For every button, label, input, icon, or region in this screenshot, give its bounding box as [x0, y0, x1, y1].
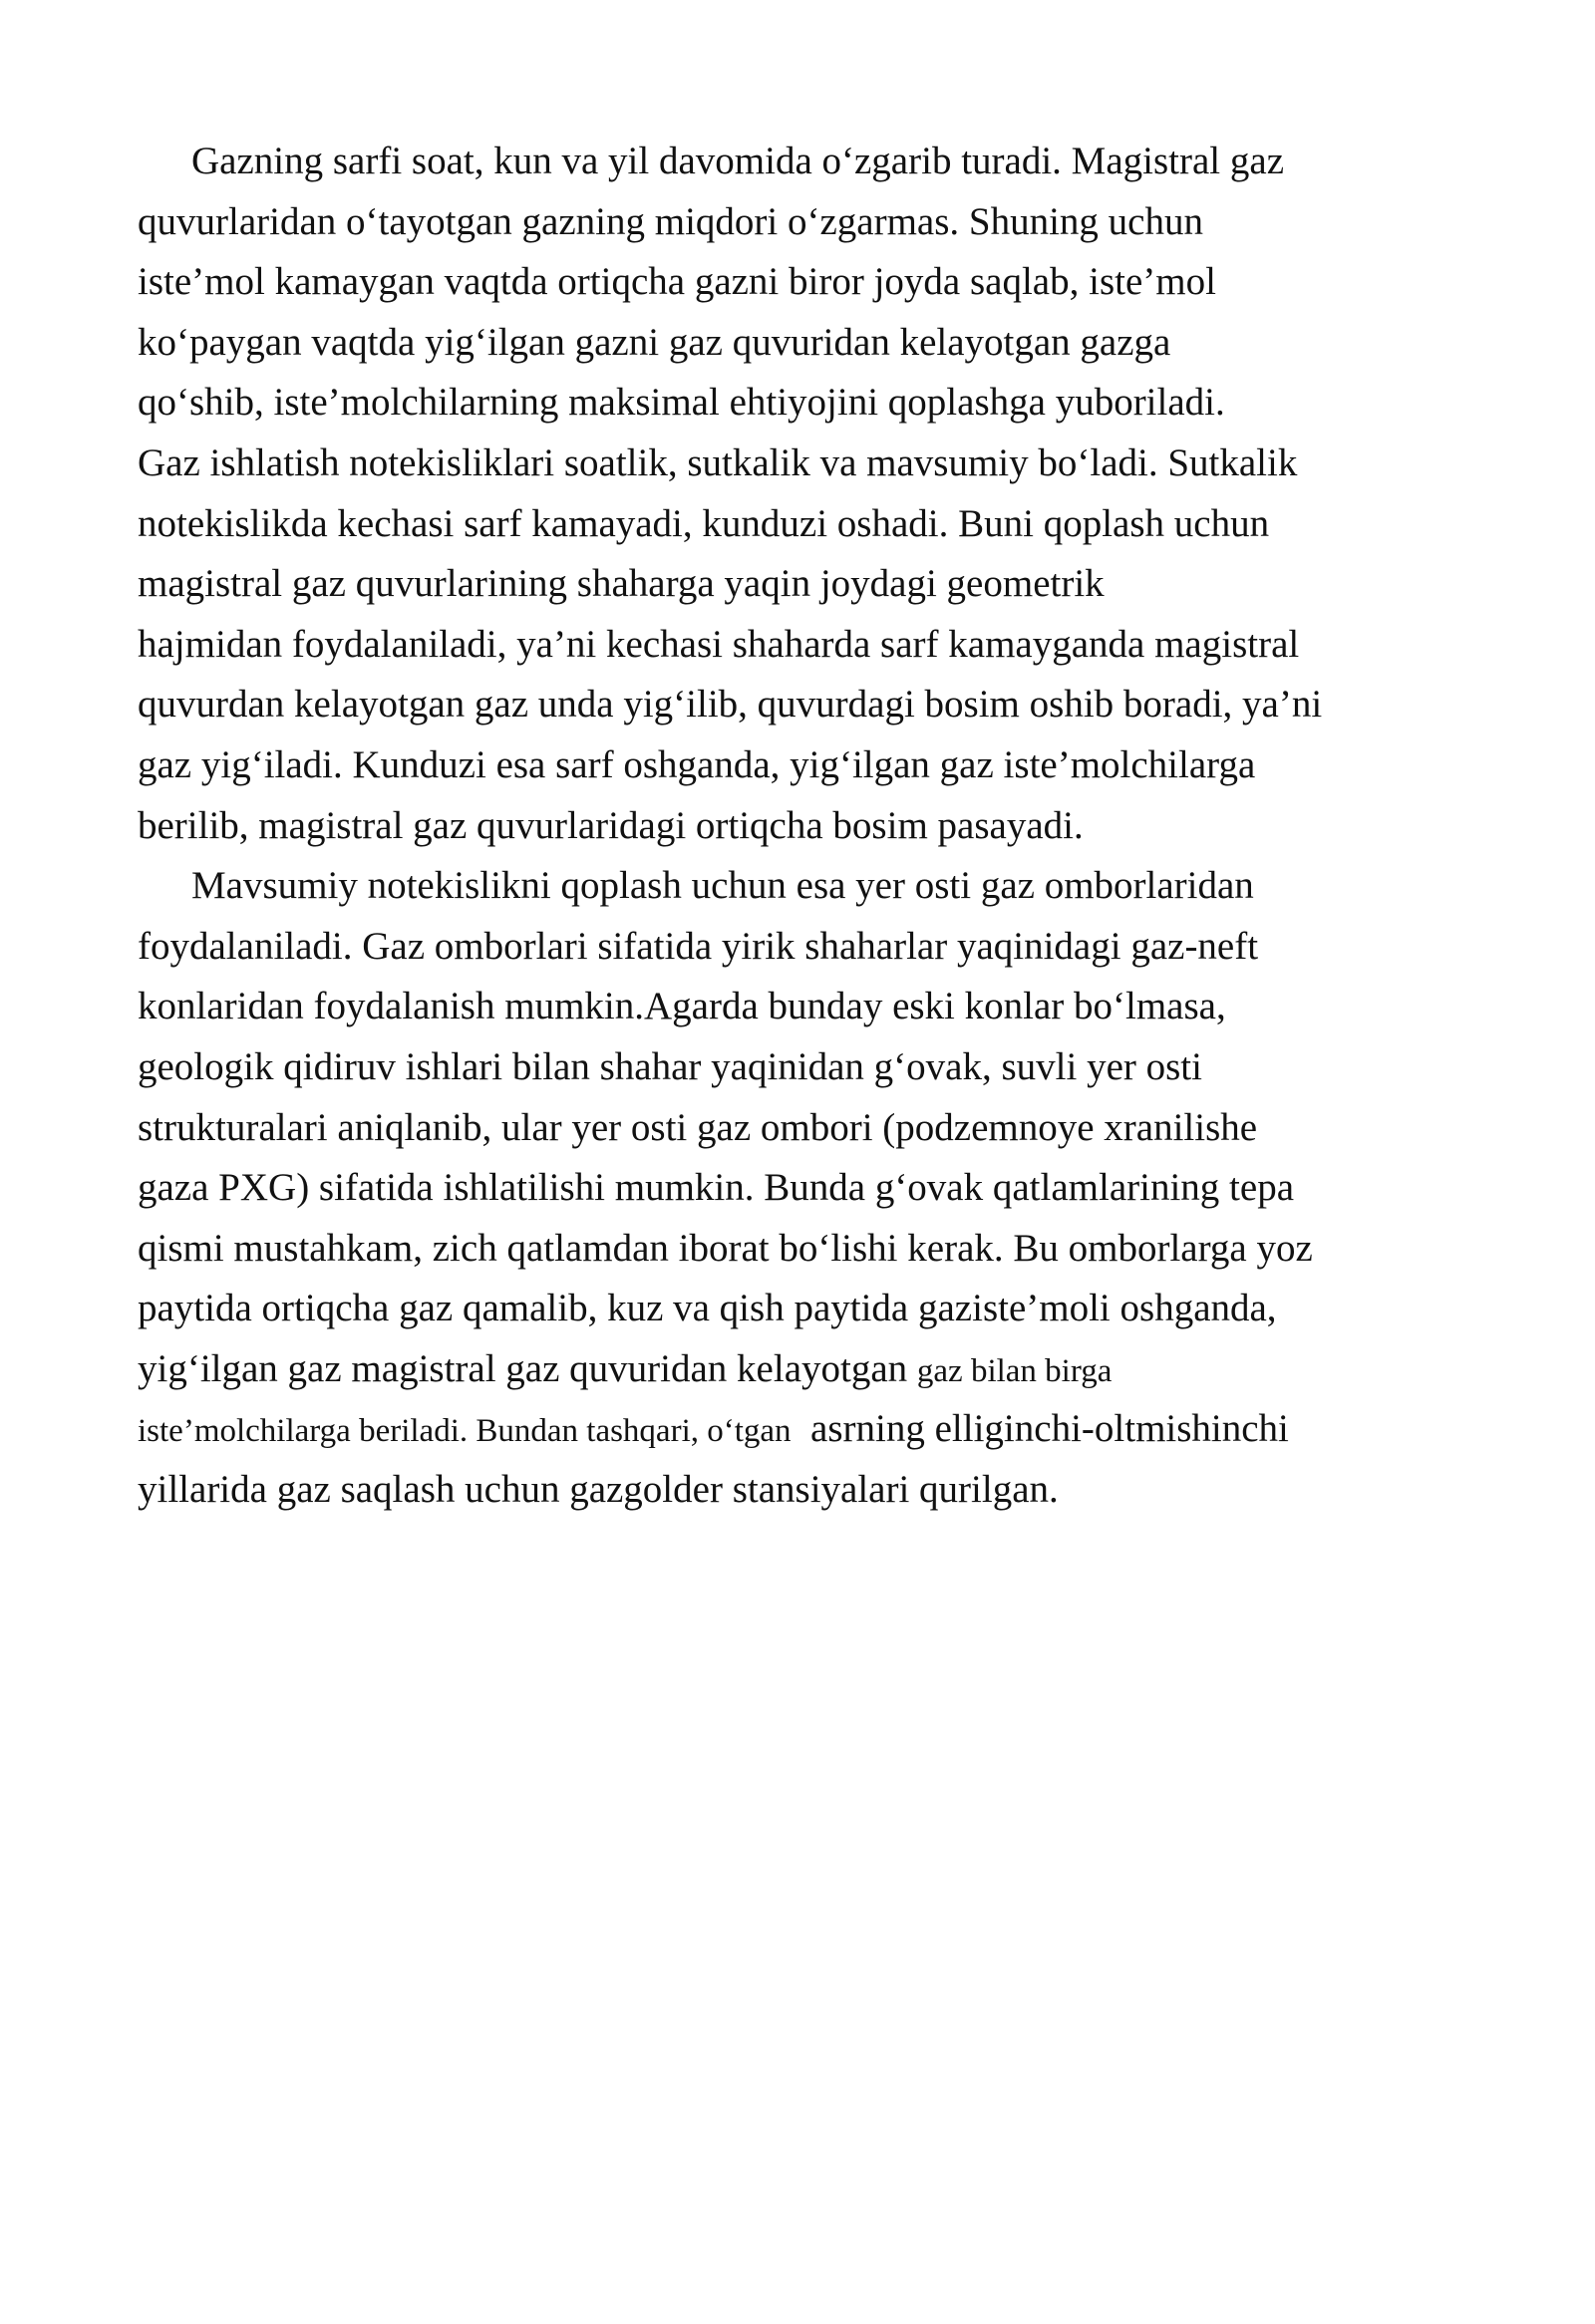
paragraph-3-line [138, 1399, 1573, 1460]
paragraph-3-line: gaza PXG) sifatida ishlatilishi mumkin. Bunda g‘ovak qatlamlarining tepa [138, 1166, 1295, 1210]
paragraph-1-line: iste’mol kamaygan vaqtda ortiqcha gazni biror joyda saqlab, iste’mol [138, 260, 1216, 304]
paragraph-3-line: strukturalari aniqlanib, ular yer osti gaz ombori (podzemnoye xranilishe [138, 1105, 1258, 1149]
paragraph-1-line: Gazning sarfi soat, kun va yil davomida o‘zgarib turadi. Magistral gaz [191, 140, 1284, 182]
paragraph-2-line: magistral gaz quvurlarining shaharga yaqin joydagi geometrik [138, 562, 1105, 606]
paragraph-3-line: konlaridan foydalanish mumkin.Agarda bunday eski konlar bo‘lmasa, [138, 985, 1226, 1028]
paragraph-3-line [138, 1339, 1573, 1400]
paragraph-1-line: qo‘shib, iste’molchilarning maksimal ehtiyojini qoplashga yuboriladi. [138, 381, 1225, 425]
paragraph-3-line: Mavsumiy notekislikni qoplash uchun esa yer osti gaz omborlaridan [191, 864, 1254, 908]
paragraph-2-line: Gaz ishlatish notekisliklari soatlik, sutkalik va mavsumiy bo‘ladi. Sutkalik [138, 440, 1298, 484]
paragraph-1-line: quvurlaridan o‘tayotgan gazning miqdori o‘zgarmas. Shuning uchun [138, 199, 1203, 243]
paragraph-2-line: quvurdan kelayotgan gaz unda yig‘ilib, quvurdagi bosim oshib boradi, ya’ni [138, 683, 1323, 726]
paragraph-2-line: berilib, magistral gaz quvurlaridagi ortiqcha bosim pasayadi. [138, 803, 1084, 847]
paragraph-1-line: ko‘paygan vaqtda yig‘ilgan gazni gaz quvuridan kelayotgan gazga [138, 320, 1171, 364]
text-run: asrning elliginchi-oltmishinchi [810, 1407, 1289, 1451]
paragraph-3-line: paytida ortiqcha gaz qamalib, kuz va qish paytida gaziste’moli oshganda, [138, 1287, 1277, 1330]
paragraph-2-line: gaz yig‘iladi. Kunduzi esa sarf oshganda, yig‘ilgan gaz iste’molchilarga [138, 742, 1256, 786]
text-run: yig‘ilgan gaz magistral gaz quvuridan kelayotgan [138, 1346, 908, 1390]
paragraph-3-line: yillarida gaz saqlash uchun gazgolder stansiyalari qurilgan. [138, 1468, 1059, 1512]
text-run-small: gaz bilan birga [916, 1352, 1113, 1389]
paragraph-3-line: foydalaniladi. Gaz omborlari sifatida yirik shaharlar yaqinidagi gaz-neft [138, 924, 1259, 968]
text-run-small: iste’molchilarga beriladi. Bundan tashqari, o‘tgan [138, 1413, 792, 1450]
paragraph-3-line: qismi mustahkam, zich qatlamdan iborat bo‘lishi kerak. Bu omborlarga yoz [138, 1226, 1313, 1270]
paragraph-2-line: hajmidan foydalaniladi, ya’ni kechasi shaharda sarf kamayganda magistral [138, 622, 1300, 666]
paragraph-2-line: notekislikda kechasi sarf kamayadi, kunduzi oshadi. Buni qoplash uchun [138, 501, 1270, 545]
body-text [138, 132, 1573, 1521]
paragraph-3-line: geologik qidiruv ishlari bilan shahar yaqinidan g‘ovak, suvli yer osti [138, 1044, 1202, 1088]
